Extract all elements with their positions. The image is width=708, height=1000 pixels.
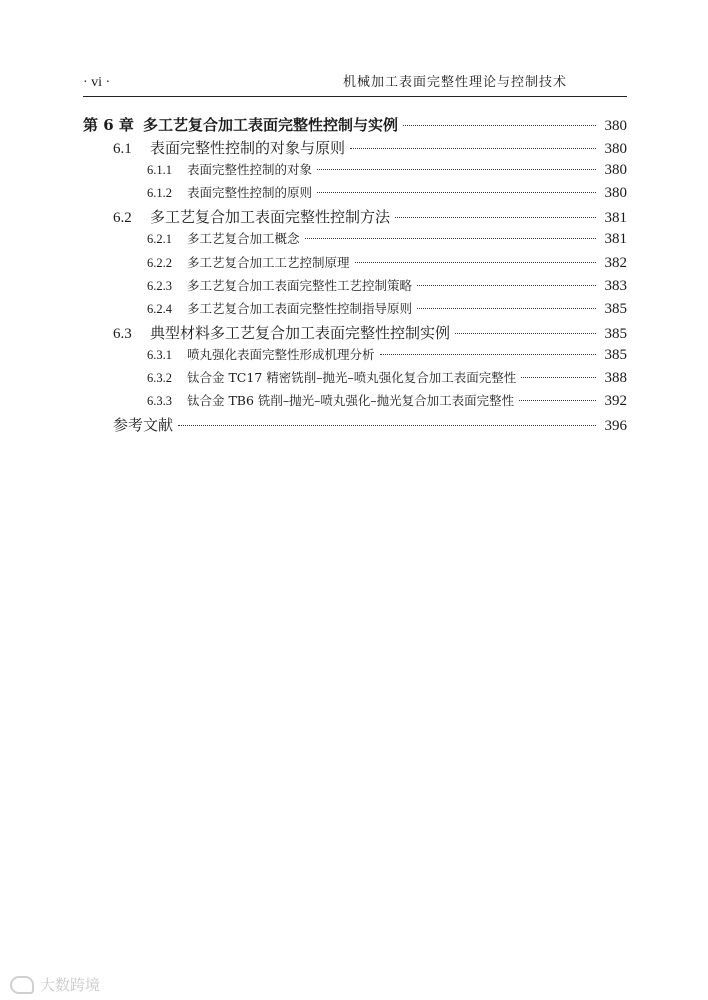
toc-entry (83, 229, 627, 252)
toc-entry (83, 368, 627, 391)
toc-entry-title: 典型材料多工艺复合加工表面完整性控制实例 (150, 323, 451, 342)
toc-entry-title: 多工艺复合加工表面完整性工艺控制策略 (187, 277, 413, 293)
toc-entry (83, 345, 627, 368)
toc-dot-leader (455, 333, 596, 334)
table-of-contents (83, 114, 627, 437)
toc-entry-title: 表面完整性控制的对象 (187, 162, 313, 178)
toc-entry-title: 多工艺复合加工表面完整性控制指导原则 (187, 300, 413, 316)
watermark (10, 974, 100, 995)
toc-entry (83, 160, 627, 183)
running-header (83, 74, 627, 97)
toc-entry (83, 414, 627, 437)
toc-entry-number: 6.1.2 (147, 186, 172, 201)
toc-entry-title: 多工艺复合加工表面完整性控制方法 (150, 208, 391, 227)
header-book-title: 机械加工表面完整性理论与控制技术 (343, 75, 568, 90)
toc-entry-number: 6.2.4 (147, 301, 172, 316)
toc-entry-title: 多工艺复合加工概念 (187, 231, 300, 247)
toc-entry (83, 391, 627, 414)
toc-dot-leader (395, 217, 596, 218)
toc-entry-number: 6.3 (113, 325, 132, 342)
toc-entry-number: 6.1 (113, 141, 132, 158)
toc-dot-leader (519, 400, 596, 401)
toc-entry (83, 322, 627, 345)
toc-entry (83, 206, 627, 229)
watermark-logo-icon (10, 976, 34, 994)
toc-dot-leader (403, 125, 596, 126)
toc-entry-page: 392 (604, 393, 627, 410)
toc-entry-number: 6.1.1 (147, 163, 172, 178)
toc-entry (83, 183, 627, 206)
toc-entry-title: 表面完整性控制的对象与原则 (150, 139, 346, 158)
toc-entry (83, 253, 627, 276)
toc-entry (83, 299, 627, 322)
toc-entry-page: 381 (604, 210, 627, 227)
toc-entry-title: 多工艺复合加工表面完整性控制与实例 (143, 116, 399, 134)
toc-entry (83, 137, 627, 160)
toc-dot-leader (417, 308, 596, 309)
toc-entry-number: 6.3.2 (147, 371, 172, 386)
toc-entry-page: 380 (604, 162, 627, 179)
toc-entry-page: 381 (604, 231, 627, 248)
toc-entry-title: 参考文献 (113, 416, 174, 435)
toc-entry-page: 383 (604, 277, 627, 294)
toc-entry-page: 385 (604, 325, 627, 342)
toc-dot-leader (350, 148, 596, 149)
toc-entry-page: 385 (604, 346, 627, 363)
toc-dot-leader (317, 169, 596, 170)
toc-entry-number: 6.2 (113, 210, 132, 227)
toc-dot-leader (355, 262, 596, 263)
toc-dot-leader (178, 425, 596, 426)
toc-entry-number: 6.3.3 (147, 394, 172, 409)
toc-entry-title: 表面完整性控制的原则 (187, 185, 313, 201)
header-page-number: · vi · (83, 75, 111, 90)
toc-dot-leader (380, 354, 596, 355)
toc-entry-title: 多工艺复合加工工艺控制原理 (187, 254, 350, 270)
toc-entry-page: 396 (604, 418, 627, 435)
toc-entry-number: 6.2.2 (147, 255, 172, 270)
toc-dot-leader (317, 192, 596, 193)
toc-entry (83, 114, 627, 137)
toc-entry-number: 6.3.1 (147, 347, 172, 362)
toc-entry (83, 276, 627, 299)
toc-entry-number: 6.2.1 (147, 232, 172, 247)
toc-entry-title: 钛合金 TB6 铣削–抛光–喷丸强化–抛光复合加工表面完整性 (187, 393, 515, 409)
toc-entry-title: 钛合金 TC17 精密铣削–抛光–喷丸强化复合加工表面完整性 (187, 370, 517, 386)
toc-entry-number: 第 6 章 (83, 116, 134, 134)
watermark-text: 大数跨境 (40, 976, 101, 994)
toc-entry-number: 6.2.3 (147, 278, 172, 293)
toc-entry-page: 388 (604, 370, 627, 387)
toc-dot-leader (521, 377, 596, 378)
toc-entry-page: 385 (604, 300, 627, 317)
toc-entry-page: 382 (604, 254, 627, 271)
toc-entry-title: 喷丸强化表面完整性形成机理分析 (187, 346, 375, 362)
toc-dot-leader (417, 285, 596, 286)
toc-entry-page: 380 (604, 185, 627, 202)
toc-entry-page: 380 (604, 118, 627, 134)
toc-dot-leader (305, 238, 596, 239)
toc-entry-page: 380 (604, 141, 627, 158)
